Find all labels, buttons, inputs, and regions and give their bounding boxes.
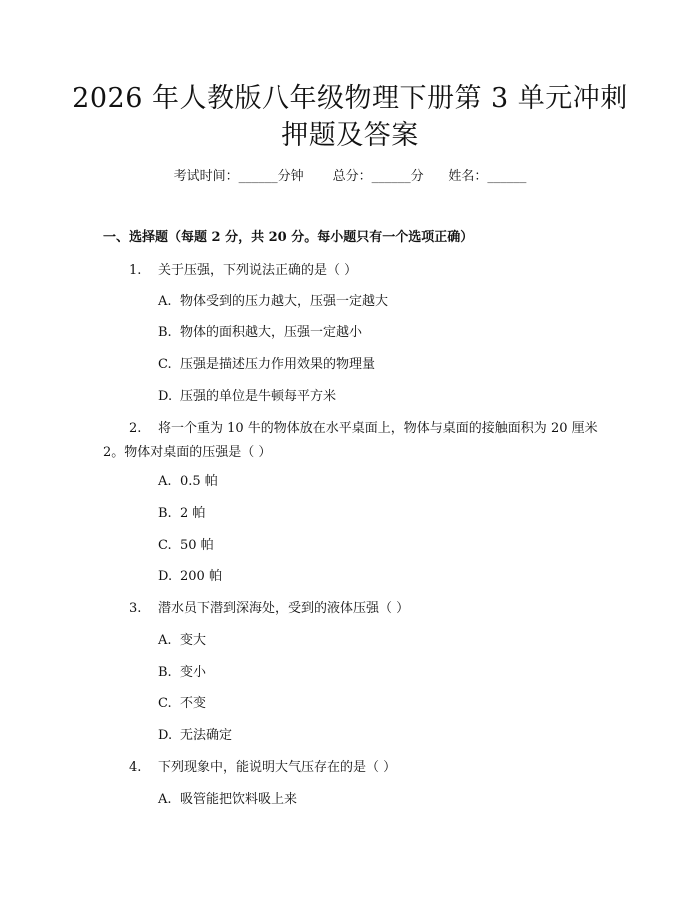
option-letter: A. [158,792,172,807]
option-text: 压强是描述压力作用效果的物理量 [180,357,376,372]
option-letter: B. [158,506,172,521]
option-letter: D. [158,569,173,584]
option-text: 物体受到的压力越大，压强一定越大 [180,294,389,309]
question-1 [129,262,357,280]
question-2-option-a [158,473,218,491]
option-letter: A. [158,633,172,648]
exam-time-label: 考试时间：______分钟 [173,169,304,184]
exam-meta [0,168,700,186]
option-letter: C. [158,357,172,372]
question-2-option-b [158,505,205,523]
question-3-option-d [158,727,232,745]
question-number: 4. [129,760,142,775]
option-text: 不变 [180,696,207,711]
option-letter: A. [158,294,172,309]
option-letter: C. [158,696,172,711]
page-title-line-1: 2026 年人教版八年级物理下册第 3 单元冲刺 [72,83,628,114]
section-heading-multiple-choice: 一、选择题（每题 2 分，共 20 分。每小题只有一个选项正确） [103,230,474,245]
question-1-option-a [158,293,388,311]
question-1-option-b [158,324,362,342]
option-letter: C. [158,538,172,553]
question-3-option-a [158,632,206,650]
option-text: 压强的单位是牛顿每平方米 [180,389,337,404]
question-text: 将一个重为 10 牛的物体放在水平桌面上，物体与桌面的接触面积为 20 厘米 2。物体对桌面的压强是（ ） [103,421,598,460]
option-text: 变大 [180,633,207,648]
page-title-line-2: 押题及答案 [281,120,419,151]
option-letter: B. [158,325,172,340]
option-letter: D. [158,389,173,404]
option-text: 200 帕 [180,569,222,584]
question-text: 潜水员下潜到深海处，受到的液体压强（ ） [158,601,410,616]
question-4 [129,759,396,777]
option-text: 物体的面积越大，压强一定越小 [180,325,363,340]
question-2 [103,417,608,465]
question-text: 下列现象中，能说明大气压存在的是（ ） [158,760,397,775]
question-number: 3. [129,601,142,616]
question-2-option-d [158,568,222,586]
question-2-option-c [158,537,214,555]
question-1-option-c [158,356,375,374]
option-letter: D. [158,728,173,743]
option-letter: B. [158,665,172,680]
option-text: 变小 [180,665,207,680]
question-3 [129,600,409,618]
option-text: 2 帕 [180,506,206,521]
option-text: 无法确定 [180,728,233,743]
option-text: 0.5 帕 [180,474,218,489]
student-name-label: 姓名：______ [448,169,527,184]
question-number: 1. [129,263,142,278]
option-letter: A. [158,474,172,489]
question-number: 2. [129,421,142,436]
question-text: 关于压强，下列说法正确的是（ ） [158,263,358,278]
question-4-option-a [158,791,297,809]
total-score-label: 总分：______分 [332,169,424,184]
option-text: 吸管能把饮料吸上来 [180,792,298,807]
option-text: 50 帕 [180,538,214,553]
question-3-option-b [158,664,206,682]
question-1-option-d [158,388,336,406]
question-3-option-c [158,695,206,713]
